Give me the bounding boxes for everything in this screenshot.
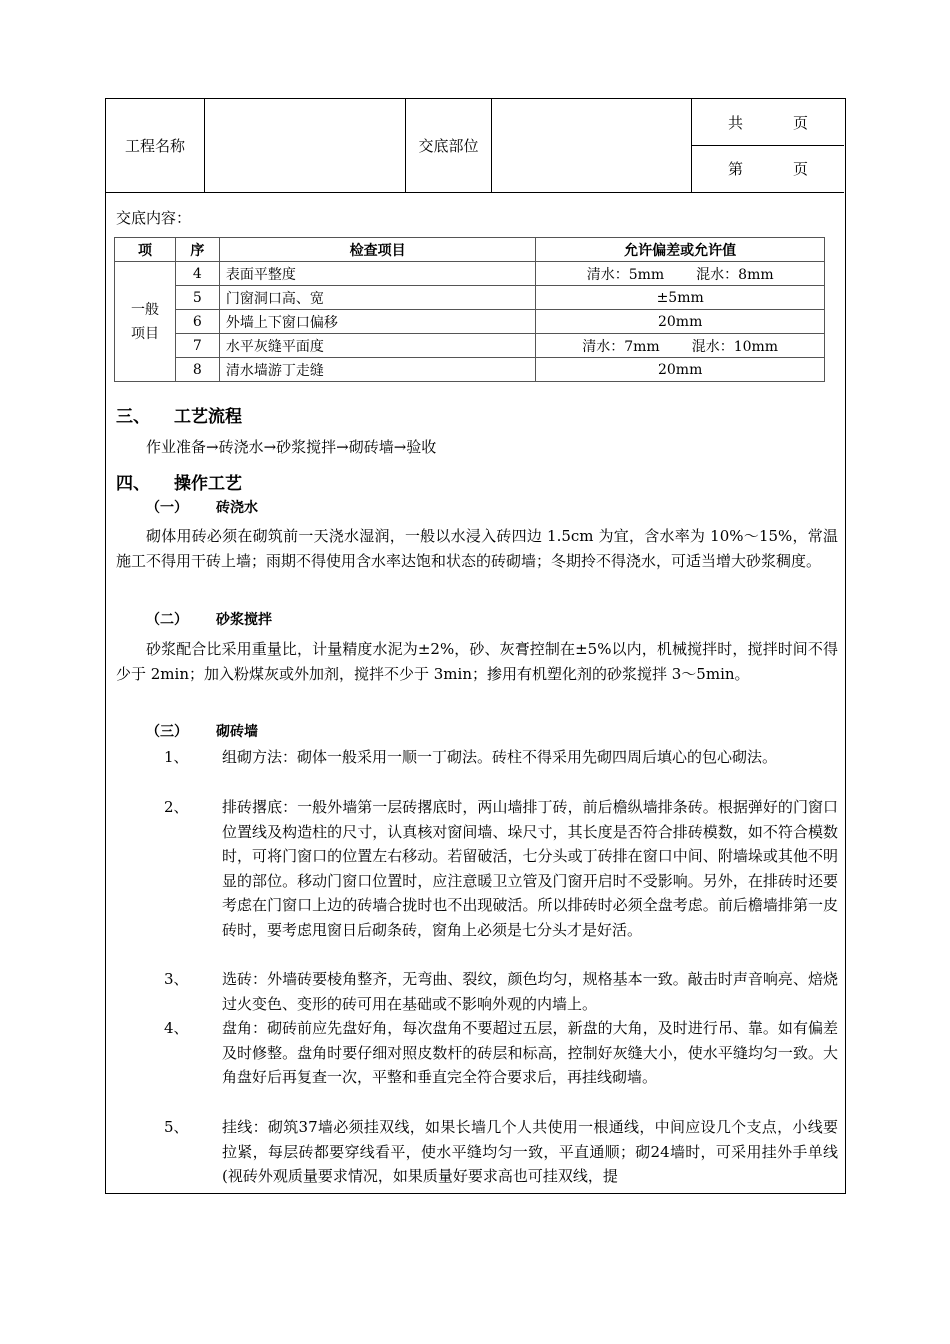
list-item-num: 4、 bbox=[164, 1019, 189, 1037]
location-label: 交底部位 bbox=[406, 99, 492, 192]
list-item bbox=[116, 967, 838, 1016]
total-pages bbox=[692, 99, 844, 146]
table-row bbox=[115, 286, 825, 310]
row-no: 6 bbox=[175, 310, 219, 334]
list-item-num: 3、 bbox=[164, 970, 189, 988]
col-header-no: 序 bbox=[175, 238, 219, 262]
list-item-text: 排砖撂底：一般外墙第一层砖撂底时，两山墙排丁砖，前后檐纵墙排条砖。根据弹好的门窗口位置线及构造柱的尺寸，认真核对窗间墙、垛尺寸，其长度是否符合排砖模数，如不符合模数时，可将门窗口的位置左右移动。若留破活，七分头或丁砖排在窗口中间、附墙垛或其他不明显的部位。移动门窗口位置时，应注意暖卫立管及门窗开启时不受影响。另外，在排砖时还要考虑在门窗口上边的砖墙合拢时也不出现破活。所以排砖时必须全盘考虑。前后檐墙排第一皮砖时，要考虑甩窗日后砌条砖，窗角上必须是七分头才是好活。 bbox=[222, 798, 838, 939]
value-mixed: 混水：10mm bbox=[691, 338, 779, 355]
row-value: ±5mm bbox=[536, 286, 825, 310]
location-value bbox=[492, 99, 692, 192]
sub-3-title: 砌砖墙 bbox=[216, 724, 258, 740]
sub-3-heading bbox=[146, 721, 258, 741]
page-no-right: 页 bbox=[793, 159, 809, 178]
sub-2-num: （二） bbox=[146, 612, 188, 628]
col-header-tolerance: 允许偏差或允许值 bbox=[536, 238, 825, 262]
row-value bbox=[536, 334, 825, 358]
table-row bbox=[115, 262, 825, 286]
list-item-num: 2、 bbox=[164, 798, 189, 816]
list-item bbox=[116, 745, 838, 770]
list-item bbox=[116, 1016, 838, 1090]
header-table bbox=[106, 99, 844, 193]
row-no: 7 bbox=[175, 334, 219, 358]
row-no: 8 bbox=[175, 358, 219, 382]
table-row bbox=[115, 310, 825, 334]
sub-1-paragraph: 砌体用砖必须在砌筑前一天浇水湿润，一般以水浸入砖四边 1.5cm 为宜，含水率为 10%～15%，常温施工不得用干砖上墙；雨期不得使用含水率达饱和状态的砖砌墙；冬期拎不得浇水，可适当增大砂浆稠度。 bbox=[116, 527, 838, 570]
page-box bbox=[692, 99, 844, 192]
col-header-item: 检查项目 bbox=[219, 238, 536, 262]
sub-3-num: （三） bbox=[146, 724, 188, 740]
row-no: 5 bbox=[175, 286, 219, 310]
section-4-title: 操作工艺 bbox=[174, 474, 242, 494]
table-row bbox=[115, 334, 825, 358]
list-item-text: 选砖：外墙砖要棱角整齐，无弯曲、裂纹，颜色均匀，规格基本一致。敲击时声音响亮、焙烧过火变色、变形的砖可用在基础或不影响外观的内墙上。 bbox=[222, 970, 838, 1013]
page-no-left: 第 bbox=[727, 159, 743, 178]
sub-2-title: 砂浆搅拌 bbox=[216, 612, 272, 628]
project-name-label: 工程名称 bbox=[106, 99, 205, 192]
group-label: 一般 项目 bbox=[115, 262, 176, 382]
value-mixed: 混水：8mm bbox=[696, 266, 774, 283]
section-3-num: 三、 bbox=[116, 407, 150, 427]
list-item bbox=[116, 1115, 838, 1189]
section-4-num: 四、 bbox=[116, 474, 150, 494]
sub-2-paragraph: 砂浆配合比采用重量比，计量精度水泥为±2%，砂、灰膏控制在±5%以内，机械搅拌时，搅拌时间不得少于 2min；加入粉煤灰或外加剂，搅拌不少于 3min；掺用有机塑化剂的砂浆搅拌 3～5min。 bbox=[116, 640, 838, 683]
section-4-heading bbox=[116, 469, 242, 494]
list-item-text: 盘角：砌砖前应先盘好角，每次盘角不要超过五层，新盘的大角，及时进行吊、靠。如有偏差及时修整。盘角时要仔细对照皮数杆的砖层和标高，控制好灰缝大小，使水平缝均匀一致。大角盘好后再复查一次，平整和垂直完全符合要求后，再挂线砌墙。 bbox=[222, 1019, 838, 1086]
sub-1-heading bbox=[146, 497, 258, 517]
list-item-num: 5、 bbox=[164, 1118, 189, 1136]
sub-2-heading bbox=[146, 609, 272, 629]
row-item: 清水墙游丁走缝 bbox=[219, 358, 536, 382]
section-3-title: 工艺流程 bbox=[174, 407, 242, 427]
value-clear: 清水：5mm bbox=[586, 266, 665, 283]
row-item: 表面平整度 bbox=[219, 262, 536, 286]
sub-1-num: （一） bbox=[146, 500, 188, 516]
list-item-text: 组砌方法：砌体一般采用一顺一丁砌法。砖柱不得采用先砌四周后填心的包心砌法。 bbox=[222, 748, 778, 766]
project-name-value bbox=[205, 99, 406, 192]
table-row bbox=[115, 358, 825, 382]
list-item-num: 1、 bbox=[164, 748, 189, 766]
value-clear: 清水：7mm bbox=[582, 338, 660, 355]
row-no: 4 bbox=[175, 262, 219, 286]
row-value: 20mm bbox=[536, 358, 825, 382]
total-pages-right: 页 bbox=[793, 113, 809, 132]
content-label: 交底内容： bbox=[116, 209, 192, 227]
check-table bbox=[114, 237, 825, 382]
row-item: 外墙上下窗口偏移 bbox=[219, 310, 536, 334]
check-table-header bbox=[115, 238, 825, 262]
row-value: 20mm bbox=[536, 310, 825, 334]
process-flow: 作业准备→砖浇水→砂浆搅拌→砌砖墙→验收 bbox=[146, 438, 437, 456]
col-header-category: 项 bbox=[115, 238, 176, 262]
row-item: 水平灰缝平面度 bbox=[219, 334, 536, 358]
section-3-heading bbox=[116, 402, 242, 427]
row-item: 门窗洞口高、宽 bbox=[219, 286, 536, 310]
page-number bbox=[692, 145, 844, 191]
document-frame bbox=[105, 98, 846, 1194]
sub-1-title: 砖浇水 bbox=[216, 500, 258, 516]
list-item bbox=[116, 795, 838, 942]
list-item-text: 挂线：砌筑37墙必须挂双线，如果长墙几个人共使用一根通线，中间应设几个支点，小线要拉紧，每层砖都要穿线看平，使水平缝均匀一致，平直通顺；砌24墙时，可采用挂外手单线(视砖外观质量要求情况，如果质量好要求高也可挂双线，提 bbox=[222, 1118, 838, 1185]
row-value bbox=[536, 262, 825, 286]
total-pages-left: 共 bbox=[727, 113, 743, 132]
